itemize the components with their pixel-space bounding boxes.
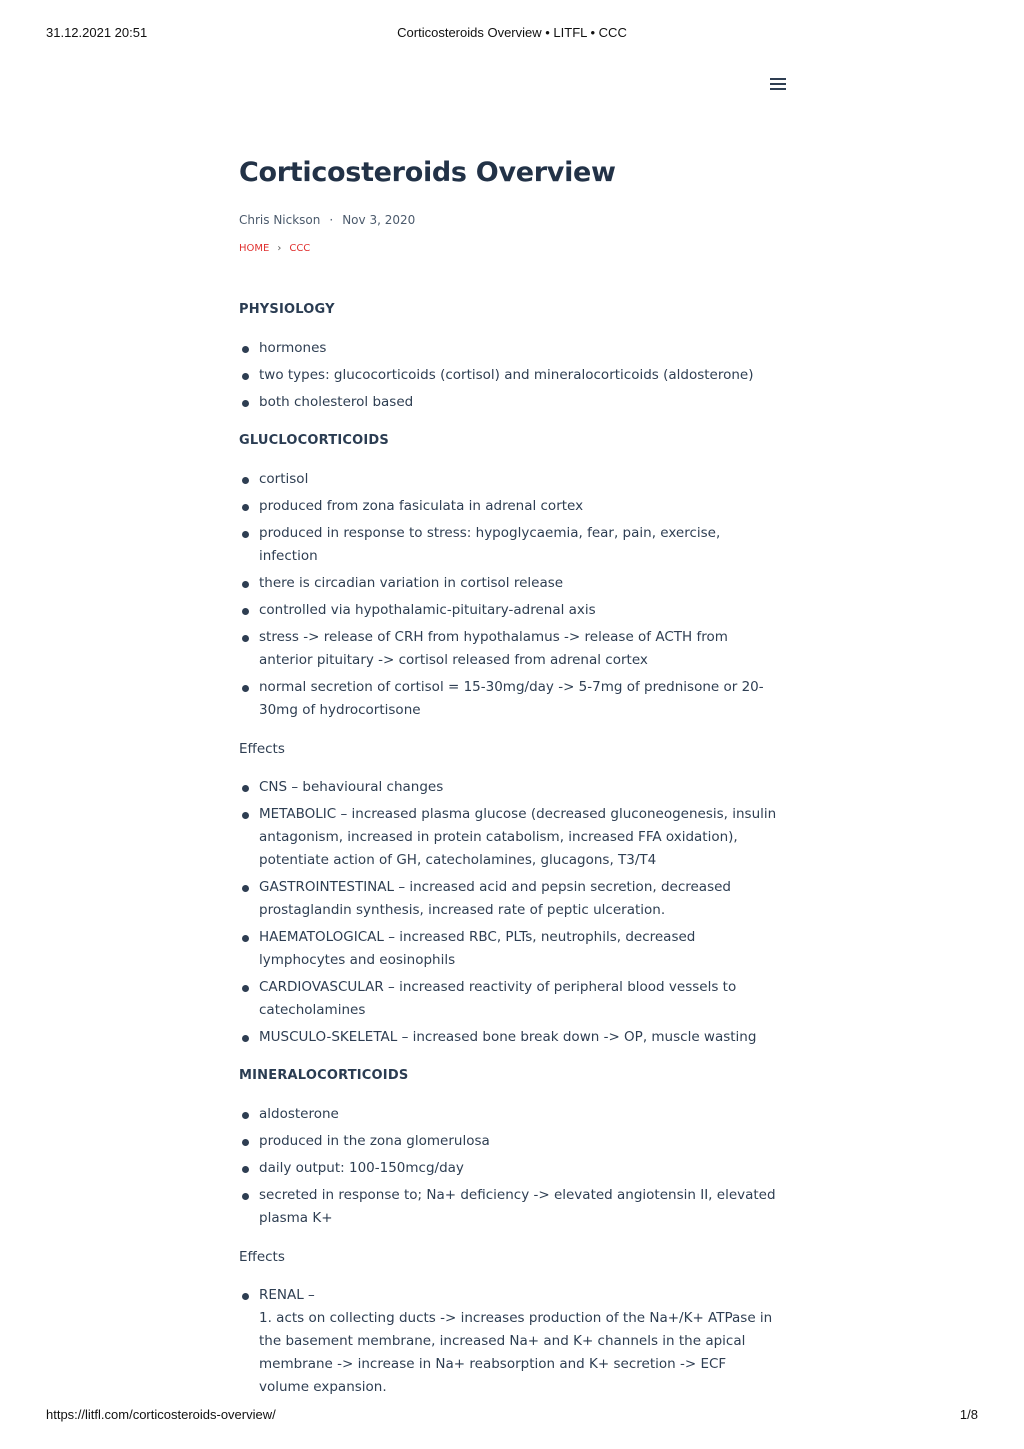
- list-item: normal secretion of cortisol = 15-30mg/day -> 5-7mg of prednisone or 20-30mg of hydrocortisone: [239, 676, 779, 722]
- breadcrumb-ccc-link[interactable]: CCC: [289, 243, 311, 254]
- effects-subheading: Effects: [239, 741, 285, 757]
- glucocorticoid-effects-list: [239, 776, 779, 1049]
- article-meta: [239, 210, 779, 230]
- print-url: https://litfl.com/corticosteroids-overview/: [46, 1407, 276, 1422]
- page-title: Corticosteroids Overview: [239, 157, 616, 188]
- chevron-right-icon: ›: [277, 243, 282, 254]
- list-item: daily output: 100-150mcg/day: [239, 1157, 779, 1180]
- hamburger-menu-icon[interactable]: [769, 76, 787, 92]
- list-item: hormones: [239, 337, 779, 360]
- list-item: CARDIOVASCULAR – increased reactivity of peripheral blood vessels to catecholamines: [239, 976, 779, 1022]
- section-heading-mineralocorticoids: MINERALOCORTICOIDS: [239, 1068, 409, 1083]
- list-item: there is circadian variation in cortisol release: [239, 572, 779, 595]
- list-item: two types: glucocorticoids (cortisol) and mineralocorticoids (aldosterone): [239, 364, 779, 387]
- list-item: secreted in response to; Na+ deficiency -> elevated angiotensin II, elevated plasma K+: [239, 1184, 779, 1230]
- list-item: aldosterone: [239, 1103, 779, 1126]
- effects-subheading: Effects: [239, 1249, 285, 1265]
- physiology-list: [239, 337, 779, 414]
- mineralocorticoid-effects-list: [239, 1284, 779, 1399]
- print-page-title: Corticosteroids Overview • LITFL • CCC: [397, 25, 627, 40]
- list-item: produced in response to stress: hypoglycaemia, fear, pain, exercise, infection: [239, 522, 779, 568]
- breadcrumb: [239, 241, 779, 257]
- meta-separator: ·: [329, 213, 334, 227]
- author-link[interactable]: Chris Nickson: [239, 213, 321, 227]
- list-item: GASTROINTESTINAL – increased acid and pepsin secretion, decreased prostaglandin synthesis, increased rate of peptic ulceration.: [239, 876, 779, 922]
- print-header: [0, 25, 1024, 41]
- list-item: stress -> release of CRH from hypothalamus -> release of ACTH from anterior pituitary -> cortisol released from adrenal cortex: [239, 626, 779, 672]
- print-datetime: 31.12.2021 20:51: [46, 25, 148, 40]
- print-page-number: 1/8: [959, 1407, 978, 1422]
- list-item: [239, 1284, 779, 1399]
- list-item: produced in the zona glomerulosa: [239, 1130, 779, 1153]
- list-item: MUSCULO-SKELETAL – increased bone break down -> OP, muscle wasting: [239, 1026, 779, 1049]
- list-item: controlled via hypothalamic-pituitary-adrenal axis: [239, 599, 779, 622]
- list-item: METABOLIC – increased plasma glucose (decreased gluconeogenesis, insulin antagonism, increased in protein catabolism, increased FFA oxidation), potentiate action of GH, catecholamines, glucagons, T3/T4: [239, 803, 779, 872]
- renal-title: RENAL –: [259, 1287, 315, 1303]
- list-item: CNS – behavioural changes: [239, 776, 779, 799]
- list-item: HAEMATOLOGICAL – increased RBC, PLTs, neutrophils, decreased lymphocytes and eosinophils: [239, 926, 779, 972]
- print-footer: [0, 1407, 1024, 1423]
- section-heading-physiology: PHYSIOLOGY: [239, 302, 335, 317]
- article-content: [239, 150, 779, 1403]
- publish-date: Nov 3, 2020: [342, 213, 416, 227]
- breadcrumb-home-link[interactable]: HOME: [239, 243, 270, 254]
- glucocorticoids-list: [239, 468, 779, 722]
- section-heading-glucocorticoids: GLUCLOCORTICOIDS: [239, 433, 389, 448]
- list-item: both cholesterol based: [239, 391, 779, 414]
- list-item: produced from zona fasiculata in adrenal cortex: [239, 495, 779, 518]
- renal-text: 1. acts on collecting ducts -> increases production of the Na+/K+ ATPase in the basement membrane, increased Na+ and K+ channels in the apical membrane -> increase in Na+ reabsorption and K+ secretion -> ECF volume expansion.: [259, 1310, 773, 1395]
- list-item: cortisol: [239, 468, 779, 491]
- mineralocorticoids-list: [239, 1103, 779, 1230]
